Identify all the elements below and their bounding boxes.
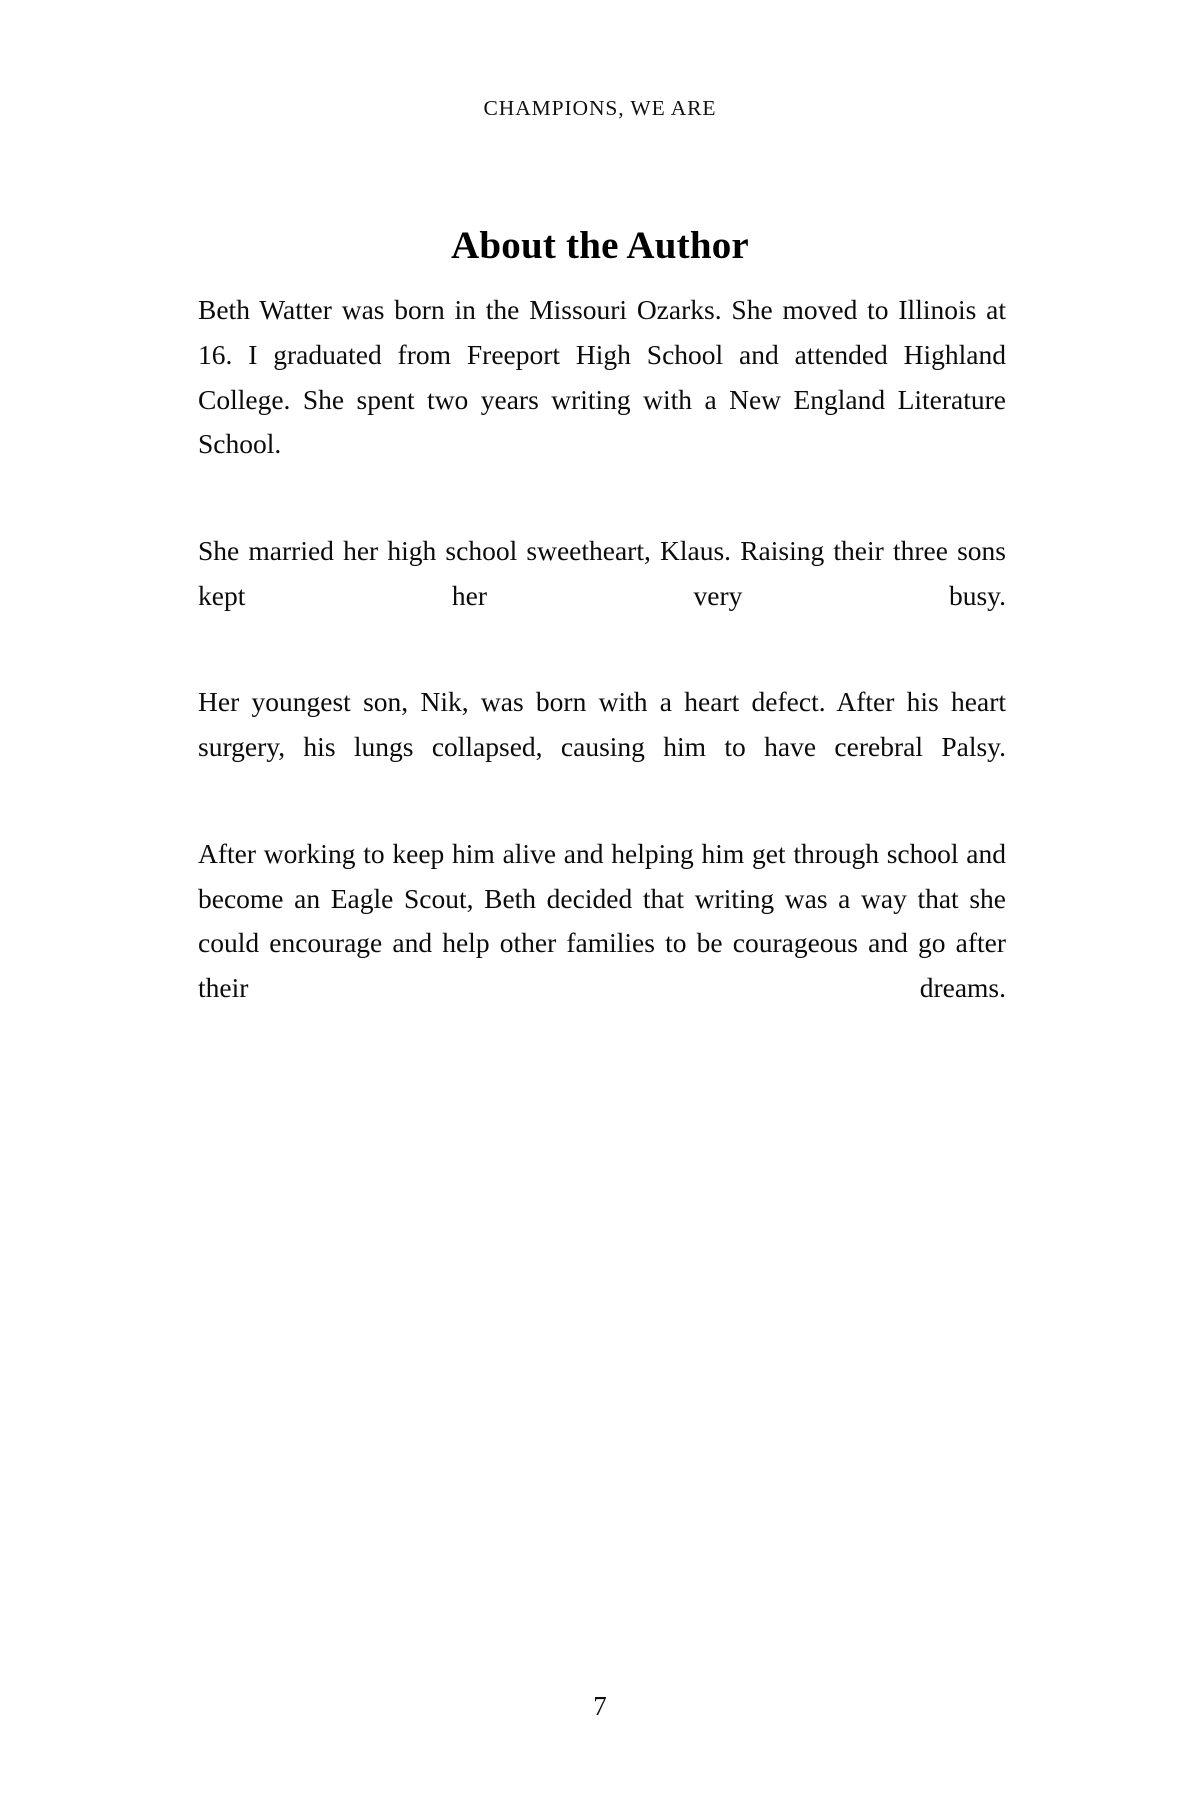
running-header: CHAMPIONS, WE ARE [483, 96, 717, 120]
body-paragraph: Her youngest son, Nik, was born with a heart defect. After his heart surgery, his lungs collapsed, causing him to have cerebral Palsy. [198, 686, 1006, 763]
page-title: About the Author [451, 224, 749, 268]
body-paragraph: Beth Watter was born in the Missouri Ozarks. She moved to Illinois at 16. I graduated from Freeport High School and attended Highland College. She spent two years writing with a New England Literature School. [198, 294, 1006, 460]
body-paragraph: She married her high school sweetheart, Klaus. Raising their three sons kept her very busy. [198, 534, 1006, 611]
body-paragraph: After working to keep him alive and helping him get through school and become an Eagle Scout, Beth decided that writing was a way that she could encourage and help other families to be courageous and go after their dreams. [198, 837, 1006, 1004]
page-number: 7 [593, 1690, 607, 1721]
body-text-column [198, 288, 1006, 1056]
